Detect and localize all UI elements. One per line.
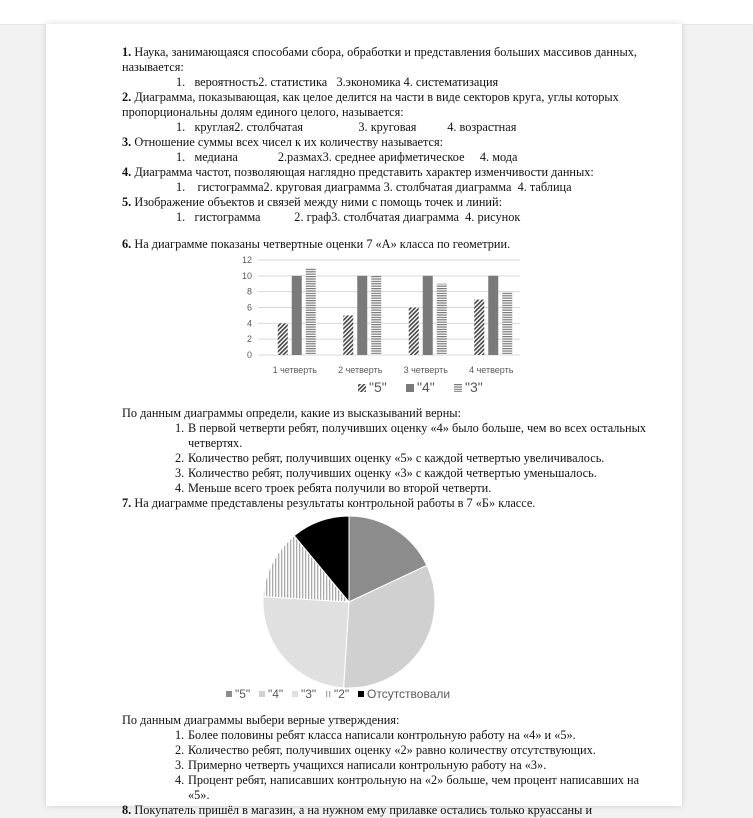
question-1: [122, 45, 658, 90]
question-text: Изображение объектов и связей между ними с помощь точек и линий:: [134, 195, 503, 209]
question-prompt: По данным диаграммы определи, какие из высказываний верны:: [122, 406, 461, 420]
bar: [488, 276, 498, 355]
bar: [357, 276, 367, 355]
statement-text: Количество ребят, получивших оценку «5» с каждой четвертью увеличивалось.: [188, 451, 605, 465]
y-tick-label: 12: [241, 255, 252, 265]
y-tick-label: 6: [246, 302, 252, 313]
legend-label: "3": [465, 379, 483, 395]
document-content: [122, 45, 658, 818]
question-text: Диаграмма, показывающая, как целое делится на части в виде секторов круга, углы которых пропорциональны долям единого целого, называется:: [122, 90, 619, 119]
legend-label: "5": [235, 687, 251, 701]
bar: [306, 268, 316, 355]
answer-options: 1. вероятность2. статистика 3.экономика 4. систематизация: [176, 75, 499, 89]
statement-number: 2.: [175, 743, 185, 757]
y-tick-label: 8: [246, 286, 252, 297]
question-text: Диаграмма частот, позволяющая наглядно представить характер изменчивости данных:: [134, 165, 594, 179]
bar: [409, 308, 419, 356]
question-text: Наука, занимающаяся способами сбора, обработки и представления больших массивов данных, называется:: [122, 45, 637, 74]
question-6: [122, 237, 658, 496]
statement-text: Процент ребят, написавших контрольную на «2» больше, чем процент написавших на «5».: [188, 773, 640, 802]
statement-text: Количество ребят, получивших оценку «2» равно количеству отсутствующих.: [188, 743, 596, 757]
question-text: Покупатель пришёл в магазин, а на нужном ему прилавке остались только круассаны и: [134, 803, 593, 817]
bar: [278, 323, 288, 355]
x-tick-label: 2 четверть: [338, 365, 383, 375]
statement-item: [175, 451, 658, 466]
legend-swatch: [358, 691, 364, 697]
pie-slice: [263, 597, 349, 688]
bar: [292, 276, 302, 355]
question-number: 1.: [122, 45, 132, 59]
legend-label: "4": [417, 379, 435, 395]
legend-swatch: [259, 691, 265, 697]
legend-label: Отсутствовали: [367, 687, 451, 701]
x-tick-label: 1 четверть: [272, 365, 317, 375]
question-7: [122, 496, 658, 803]
question-2: [122, 90, 658, 135]
statement-number: 2.: [175, 451, 185, 465]
statement-list: [122, 421, 658, 496]
answer-options: 1. гистограмма 2. граф3. столбчатая диаграмма 4. рисунок: [176, 210, 521, 224]
statement-number: 3.: [175, 758, 185, 772]
bar: [371, 276, 381, 355]
statement-item: [175, 466, 658, 481]
legend-swatch: [358, 384, 366, 392]
question-prompt: По данным диаграммы выбери верные утверждения:: [122, 713, 400, 727]
statement-text: В первой четверти ребят, получивших оценку «4» было больше, чем во всех остальных четвертях.: [188, 421, 647, 450]
question-number: 2.: [122, 90, 132, 104]
question-text: На диаграмме представлены результаты контрольной работы в 7 «Б» классе.: [134, 496, 536, 510]
legend-label: "2": [334, 687, 350, 701]
y-tick-label: 10: [241, 270, 252, 281]
bar-chart: [122, 252, 658, 402]
question-8: [122, 803, 658, 818]
question-text: На диаграмме показаны четвертные оценки 7 «А» класса по геометрии.: [134, 237, 511, 251]
legend-label: "5": [369, 379, 387, 395]
statement-number: 4.: [175, 773, 185, 787]
statement-number: 4.: [175, 481, 185, 495]
y-tick-label: 2: [246, 334, 252, 345]
statement-item: [175, 773, 658, 803]
question-4: [122, 165, 658, 195]
statement-item: [175, 743, 658, 758]
statement-item: [175, 728, 658, 743]
question-number: 4.: [122, 165, 132, 179]
legend-label: "4": [268, 687, 284, 701]
question-number: 6.: [122, 237, 132, 251]
statement-item: [175, 481, 658, 496]
statement-text: Примерно четверть учащихся написали контрольную работу на «3».: [188, 758, 547, 772]
legend-swatch: [406, 384, 414, 392]
statement-number: 1.: [175, 421, 185, 435]
x-tick-label: 4 четверть: [469, 365, 514, 375]
question-number: 5.: [122, 195, 132, 209]
question-text: Отношение суммы всех чисел к их количеству называется:: [134, 135, 444, 149]
question-5: [122, 195, 658, 225]
question-number: 3.: [122, 135, 132, 149]
statement-text: Меньше всего троек ребята получили во второй четверти.: [188, 481, 492, 495]
legend-swatch: [325, 691, 331, 697]
pie-chart: [122, 511, 658, 709]
bar: [474, 300, 484, 355]
statement-text: Количество ребят, получивших оценку «3» с каждой четвертью уменьшалось.: [188, 466, 597, 480]
question-3: [122, 135, 658, 165]
top-bar: [0, 0, 753, 25]
statement-number: 1.: [175, 728, 185, 742]
bar: [343, 315, 353, 355]
bar: [423, 276, 433, 355]
y-tick-label: 0: [246, 350, 252, 360]
answer-options: 1. круглая2. столбчатая 3. круговая 4. возрастная: [176, 120, 517, 134]
question-number: 8.: [122, 803, 132, 817]
statement-number: 3.: [175, 466, 185, 480]
x-tick-label: 3 четверть: [403, 365, 448, 375]
statement-item: [175, 421, 658, 451]
bar: [437, 284, 447, 355]
statement-text: Более половины ребят класса написали контрольную работу на «4» и «5».: [188, 728, 576, 742]
legend-label: "3": [301, 687, 317, 701]
statement-list: [122, 728, 658, 803]
answer-options: 1. гистограмма2. круговая диаграмма 3. столбчатая диаграмма 4. таблица: [176, 180, 572, 194]
bar: [502, 292, 512, 355]
legend-swatch: [454, 384, 462, 392]
document-page: [46, 24, 682, 817]
legend-swatch: [226, 691, 232, 697]
y-tick-label: 4: [246, 318, 252, 329]
statement-item: [175, 758, 658, 773]
question-number: 7.: [122, 496, 132, 510]
legend-swatch: [292, 691, 298, 697]
answer-options: 1. медиана 2.размах3. среднее арифметическое 4. мода: [176, 150, 518, 164]
